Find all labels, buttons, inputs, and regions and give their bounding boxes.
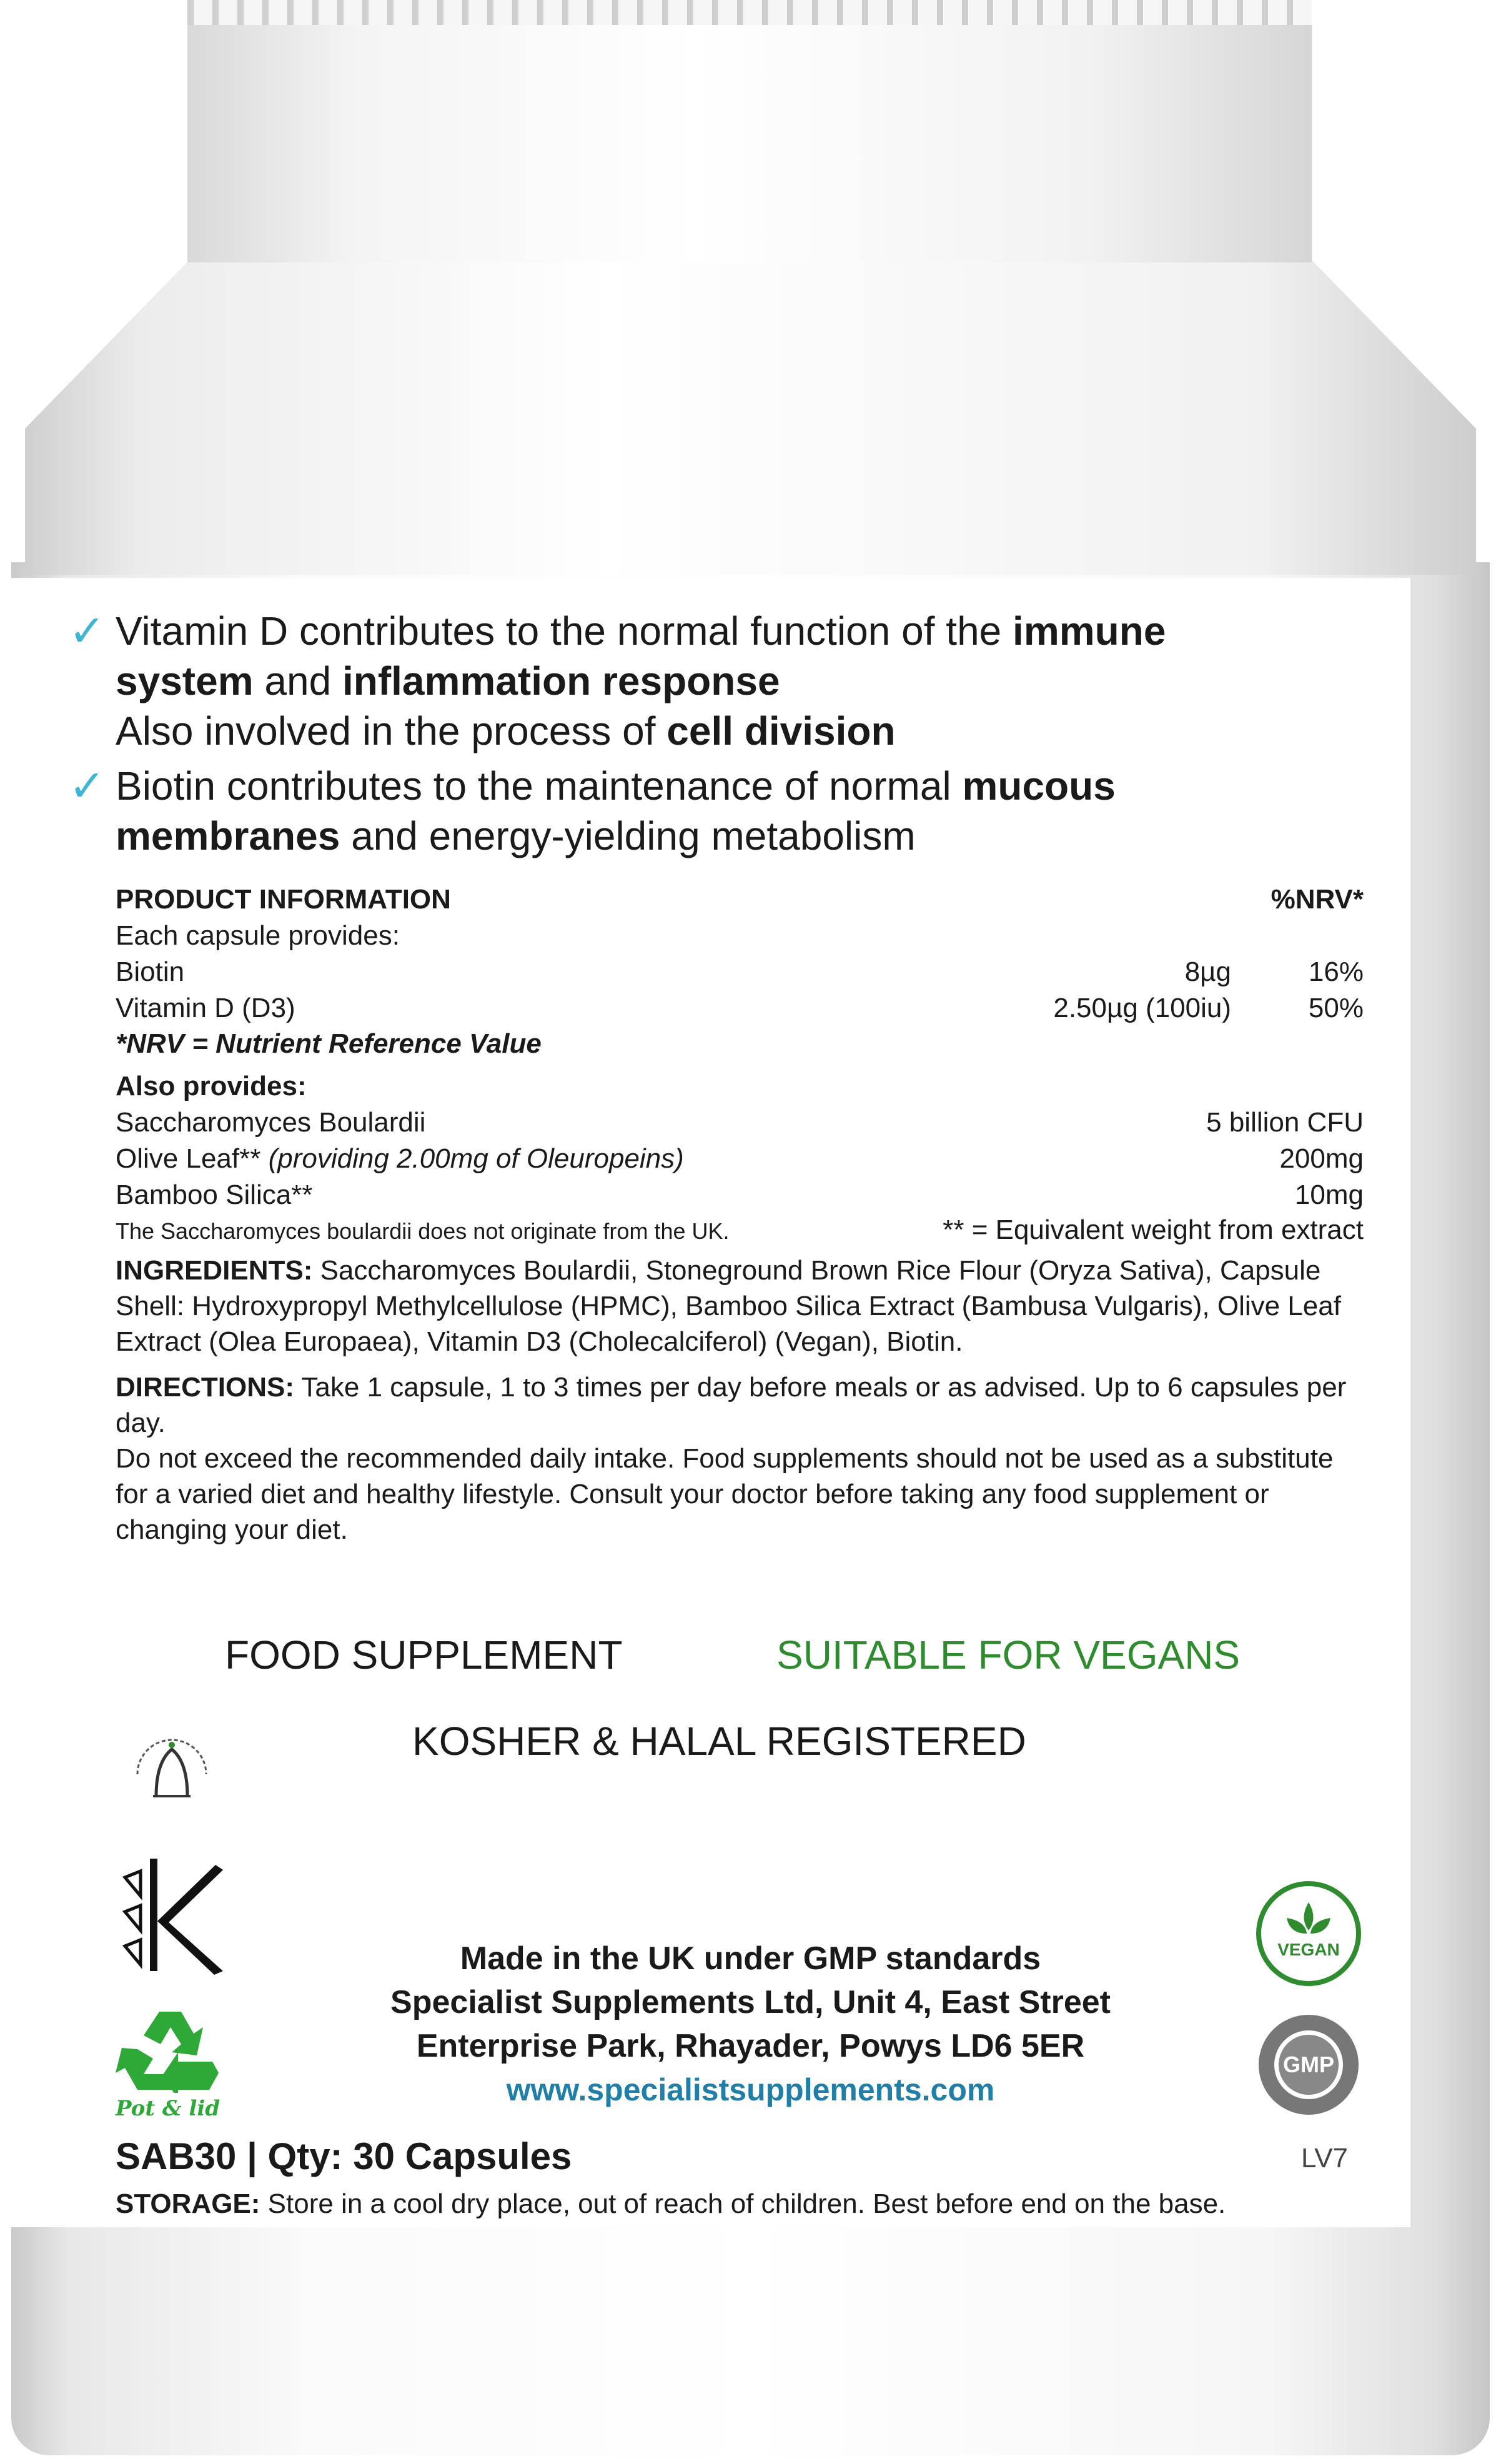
directions-block: DIRECTIONS: Take 1 capsule, 1 to 3 times per day before meals or as advised. Up to 6 capsules per day.	[116, 1372, 1347, 1438]
nrv-note: *NRV = Nutrient Reference Value	[116, 1028, 542, 1059]
nutrient-amount: 8µg	[1184, 956, 1231, 987]
food-supplement-label: FOOD SUPPLEMENT	[225, 1632, 623, 1677]
halal-authority-icon	[119, 1715, 225, 1821]
svg-text:VEGAN: VEGAN	[1277, 1940, 1340, 1959]
version-code: LV7	[1301, 2143, 1349, 2173]
also-amount: 10mg	[1294, 1180, 1364, 1210]
nrv-heading: %NRV*	[1271, 884, 1364, 915]
product-info-heading: PRODUCT INFORMATION	[116, 884, 451, 915]
check-icon: ✓	[69, 607, 106, 655]
bottle-shoulder	[25, 250, 1476, 575]
website-link[interactable]: www.specialistsupplements.com	[506, 2072, 995, 2107]
cap-ridges	[187, 0, 1312, 25]
maker-line-3: Enterprise Park, Rhayader, Powys LD6 5ER	[416, 2028, 1085, 2064]
bottle-cap	[187, 0, 1312, 262]
suitable-for-vegans-label: SUITABLE FOR VEGANS	[776, 1632, 1241, 1677]
origin-note: The Saccharomyces boulardii does not originate from the UK.	[116, 1218, 730, 1244]
halal-logo	[119, 1715, 225, 1821]
check-icon: ✓	[69, 762, 106, 810]
nutrient-nrv: 50%	[1308, 993, 1364, 1023]
also-amount: 200mg	[1279, 1143, 1364, 1174]
also-provides-heading: Also provides:	[116, 1071, 307, 1101]
nutrient-name: Vitamin D (D3)	[116, 993, 295, 1023]
ingredients-block: INGREDIENTS: Saccharomyces Boulardii, Stoneground Brown Rice Flour (Oryza Sativa), Capsule Shell: Hydroxypropyl Methylcellulose (HPMC), Bamboo Silica Extract (Bambusa Vulgaris), Olive Leaf Extract (Olea Europaea), Vitamin D3 (Cholecalciferol) (Vegan), Biotin.	[116, 1255, 1341, 1357]
extract-note: ** = Equivalent weight from extract	[943, 1215, 1364, 1245]
storage-text: STORAGE: Store in a cool dry place, out of reach of children. Best before end on the base.	[116, 2188, 1226, 2219]
nutrient-nrv: 16%	[1308, 956, 1364, 987]
sku-quantity: SAB30 | Qty: 30 Capsules	[116, 2135, 572, 2177]
recycle-caption: Pot & lid	[116, 2096, 220, 2121]
maker-block	[0, 1937, 1501, 2112]
also-amount: 5 billion CFU	[1206, 1107, 1364, 1138]
nutrient-name: Biotin	[116, 956, 185, 987]
benefit-biotin: ✓ Biotin contributes to the maintenance of normal mucous membranes and energy-yielding metabolism	[69, 762, 1116, 858]
maker-line-1: Made in the UK under GMP standards	[460, 1940, 1041, 1977]
maker-line-2: Specialist Supplements Ltd, Unit 4, East Street	[390, 1984, 1111, 2020]
kosher-halal-label: KOSHER & HALAL REGISTERED	[412, 1719, 1026, 1764]
nutrient-amount: 2.50µg (100iu)	[1053, 993, 1231, 1023]
also-name: Olive Leaf** (providing 2.00mg of Oleuropeins)	[116, 1143, 684, 1174]
also-name: Saccharomyces Boulardii	[116, 1107, 426, 1138]
also-name: Bamboo Silica**	[116, 1180, 313, 1210]
benefit-vitamin-d: ✓ Vitamin D contributes to the normal function of the immune system and inflammation response Also involved in the process of cell division	[69, 607, 1166, 753]
svg-text:GMP: GMP	[1282, 2052, 1335, 2077]
warning-text: Do not exceed the recommended daily intake. Food supplements should not be used as a substitute for a varied diet and healthy lifestyle. Consult your doctor before taking any food supplement or changing your diet.	[116, 1443, 1334, 1545]
each-capsule-text: Each capsule provides:	[116, 920, 400, 951]
